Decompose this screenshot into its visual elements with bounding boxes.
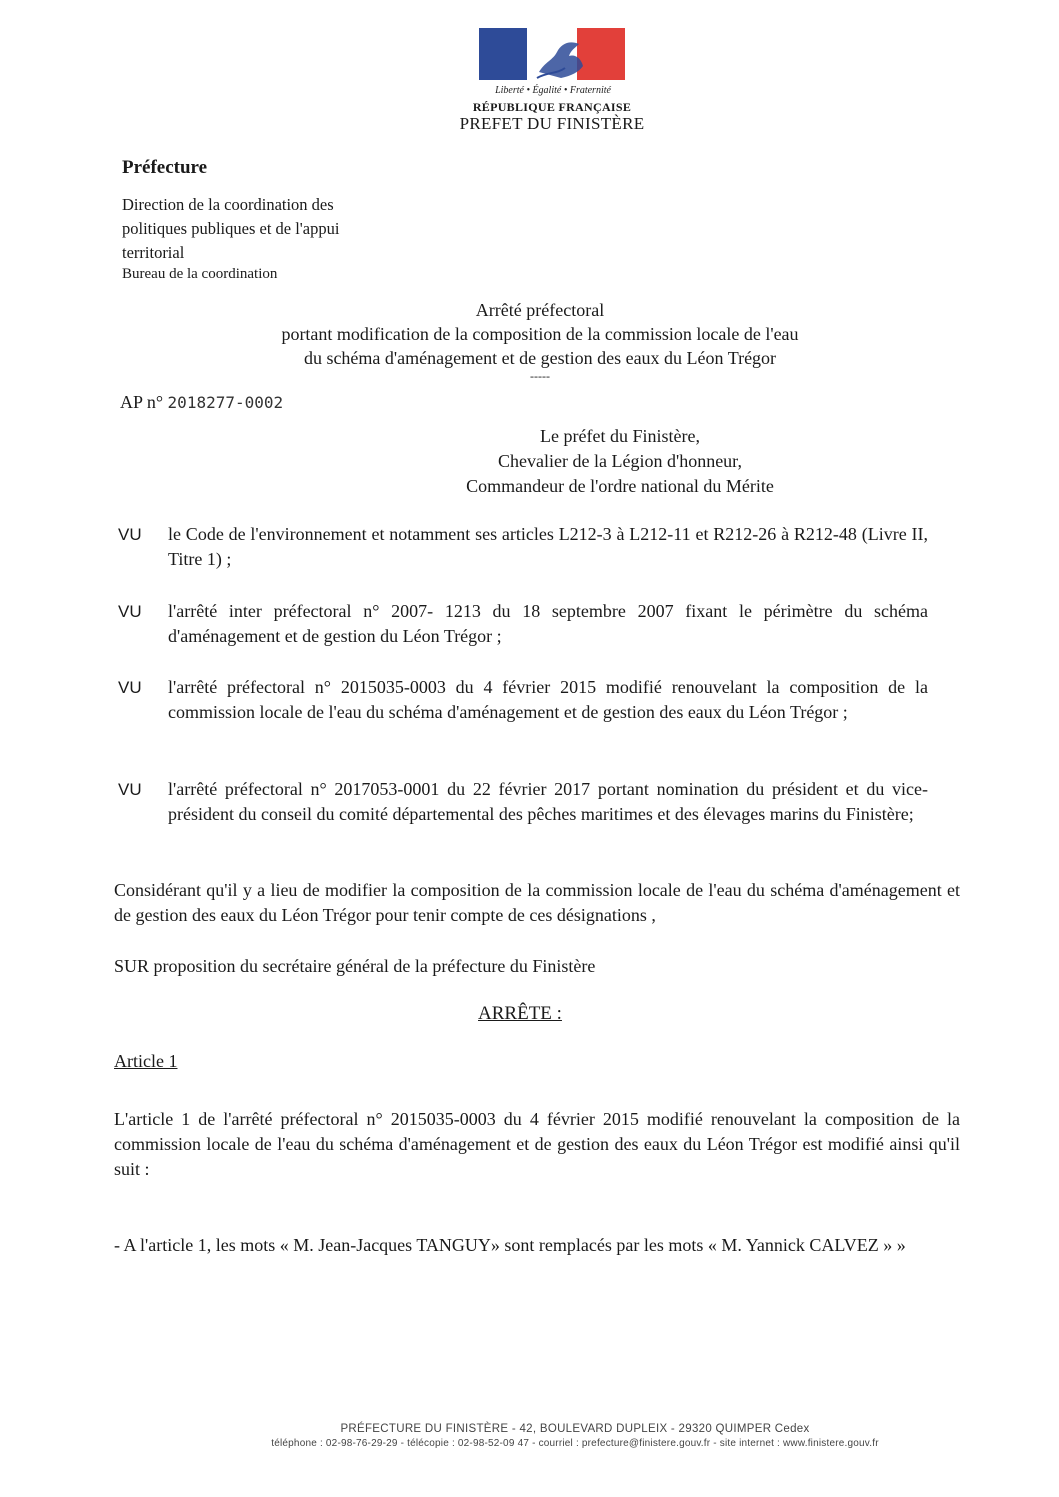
title-separator: ----- <box>530 369 550 383</box>
prefect-line-2: Chevalier de la Légion d'honneur, <box>498 451 742 471</box>
article-heading: Article 1 <box>114 1051 178 1071</box>
ap-value: 2018277-0002 <box>167 393 284 412</box>
considerant-paragraph: Considérant qu'il y a lieu de modifier la composition de la commission locale de l'eau du schéma d'aménagement et de gestion des eaux du Léon Trégor pour tenir compte de ces désignations , <box>114 880 960 925</box>
vu-label: VU <box>118 780 142 799</box>
vu-text: l'arrêté préfectoral n° 2017053-0001 du 22 février 2017 portant nomination du président et du vice-président du conseil du comité départemental des pêches maritimes et des élevages marins du Finistère; <box>168 779 928 824</box>
vu-text: le Code de l'environnement et notamment ses articles L212-3 à L212-11 et R212-26 à R212-48 (Livre II, Titre 1) ; <box>168 524 928 569</box>
vu-text: l'arrêté inter préfectoral n° 2007- 1213 du 18 septembre 2007 fixant le périmètre du schéma d'aménagement et de gestion du Léon Trégor ; <box>168 601 928 646</box>
footer-contact: téléphone : 02-98-76-29-29 - télécopie : 02-98-52-09 47 - courriel : prefecture@finistere.gouv.fr - site internet : www.finistere.gouv.fr <box>271 1438 879 1449</box>
title-line-1: Arrêté préfectoral <box>475 300 605 320</box>
issuer-title: Préfecture <box>122 157 208 178</box>
vu-paragraph <box>118 675 928 725</box>
vu-paragraph <box>118 599 928 649</box>
page-footer <box>150 1423 1000 1449</box>
prefect-line-1: Le préfet du Finistère, <box>540 426 700 446</box>
marianne-icon <box>535 32 595 80</box>
proposition-paragraph: SUR proposition du secrétaire général de la préfecture du Finistère <box>114 956 596 976</box>
arrete-heading: ARRÊTE : <box>478 1003 562 1024</box>
republique-logo <box>477 28 627 80</box>
document-title <box>110 298 970 382</box>
prefect-titles <box>200 424 1040 499</box>
issuer-direction: Direction de la coordination des politiques publiques et de l'appui territorial <box>122 195 340 262</box>
ap-number <box>120 392 283 413</box>
republic-motto: Liberté • Égalité • Fraternité <box>495 85 611 96</box>
ap-label: AP n° <box>120 392 164 412</box>
vu-text: l'arrêté préfectoral n° 2015035-0003 du 4 février 2015 modifié renouvelant la composition de la commission locale de l'eau du schéma d'aménagement et de gestion des eaux du Léon Trégor ; <box>168 677 928 722</box>
vu-paragraph <box>118 522 928 572</box>
vu-paragraph <box>118 777 928 827</box>
article-text: L'article 1 de l'arrêté préfectoral n° 2015035-0003 du 4 février 2015 modifié renouvelant la composition de la commission locale de l'eau du schéma d'aménagement et de gestion des eaux du Léon Trégor est modifié ainsi qu'il suit : <box>114 1109 960 1179</box>
prefet-title: PREFET DU FINISTÈRE <box>459 114 645 133</box>
title-line-2: portant modification de la composition de la commission locale de l'eau <box>281 324 799 344</box>
republic-name: RÉPUBLIQUE FRANÇAISE <box>472 100 632 114</box>
vu-label: VU <box>118 678 142 697</box>
footer-address: PRÉFECTURE DU FINISTÈRE - 42, BOULEVARD DUPLEIX - 29320 QUIMPER Cedex <box>340 1423 810 1435</box>
vu-label: VU <box>118 602 142 621</box>
article-bullet: - A l'article 1, les mots « M. Jean-Jacques TANGUY» sont remplacés par les mots « M. Yannick CALVEZ » » <box>114 1235 906 1255</box>
issuer-bureau: Bureau de la coordination <box>122 266 278 282</box>
vu-label: VU <box>118 525 142 544</box>
tricolor-flag <box>479 28 625 80</box>
title-line-3: du schéma d'aménagement et de gestion des eaux du Léon Trégor <box>303 348 777 368</box>
prefect-line-3: Commandeur de l'ordre national du Mérite <box>466 476 774 496</box>
